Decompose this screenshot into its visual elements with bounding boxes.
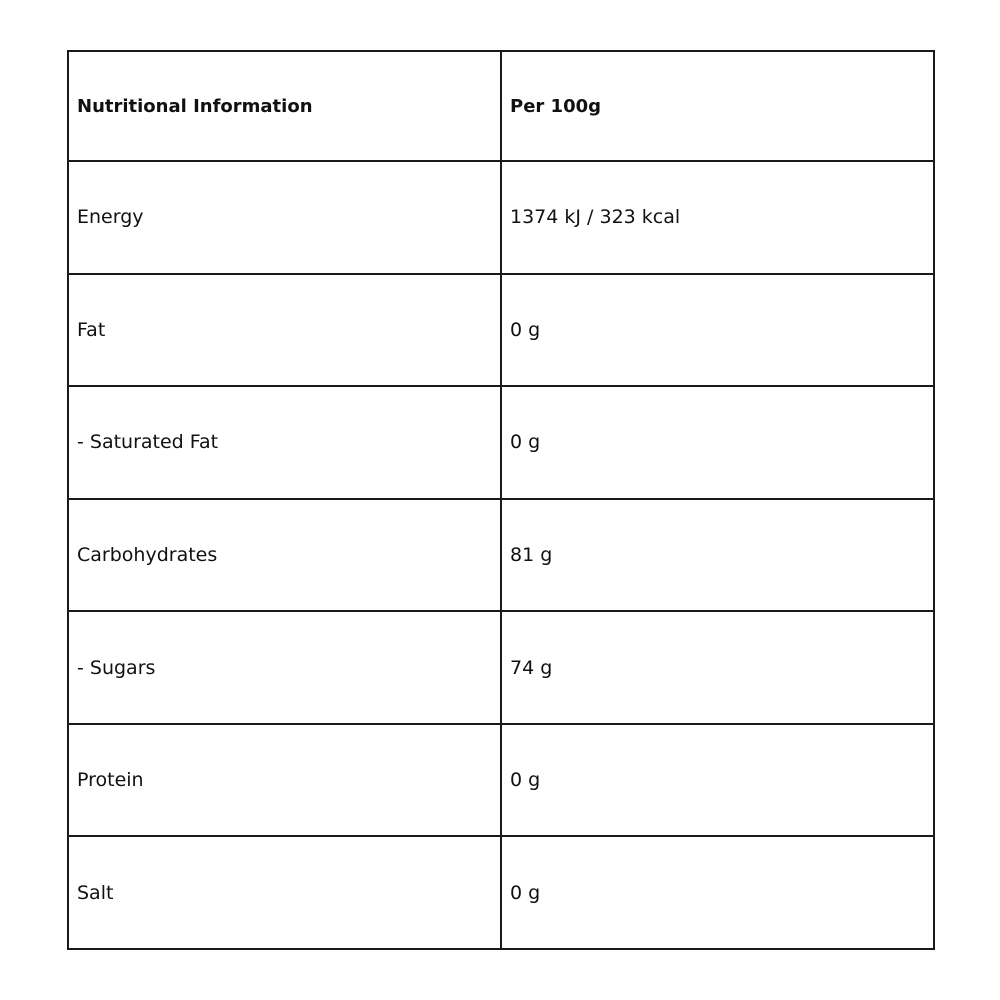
- nutrient-value: 81 g: [501, 499, 934, 612]
- table-row: [68, 836, 934, 949]
- table-row: [68, 499, 934, 612]
- nutrient-label: - Sugars: [68, 611, 501, 724]
- nutrient-label: Energy: [68, 161, 501, 274]
- header-per-100g: Per 100g: [501, 51, 934, 161]
- nutrient-value: 74 g: [501, 611, 934, 724]
- nutrient-label: Fat: [68, 274, 501, 387]
- nutrient-value: 0 g: [501, 386, 934, 499]
- nutrient-label: Salt: [68, 836, 501, 949]
- nutrient-value: 0 g: [501, 836, 934, 949]
- nutrient-label: - Saturated Fat: [68, 386, 501, 499]
- nutrient-value: 0 g: [501, 724, 934, 837]
- table-row: [68, 386, 934, 499]
- nutrition-table: [67, 50, 935, 950]
- table-row: [68, 611, 934, 724]
- table-row: [68, 274, 934, 387]
- header-nutritional-information: Nutritional Information: [68, 51, 501, 161]
- nutrient-value: 0 g: [501, 274, 934, 387]
- table-row: [68, 161, 934, 274]
- table-row: [68, 724, 934, 837]
- nutrient-value: 1374 kJ / 323 kcal: [501, 161, 934, 274]
- table-header-row: [68, 51, 934, 161]
- nutrient-label: Protein: [68, 724, 501, 837]
- nutrient-label: Carbohydrates: [68, 499, 501, 612]
